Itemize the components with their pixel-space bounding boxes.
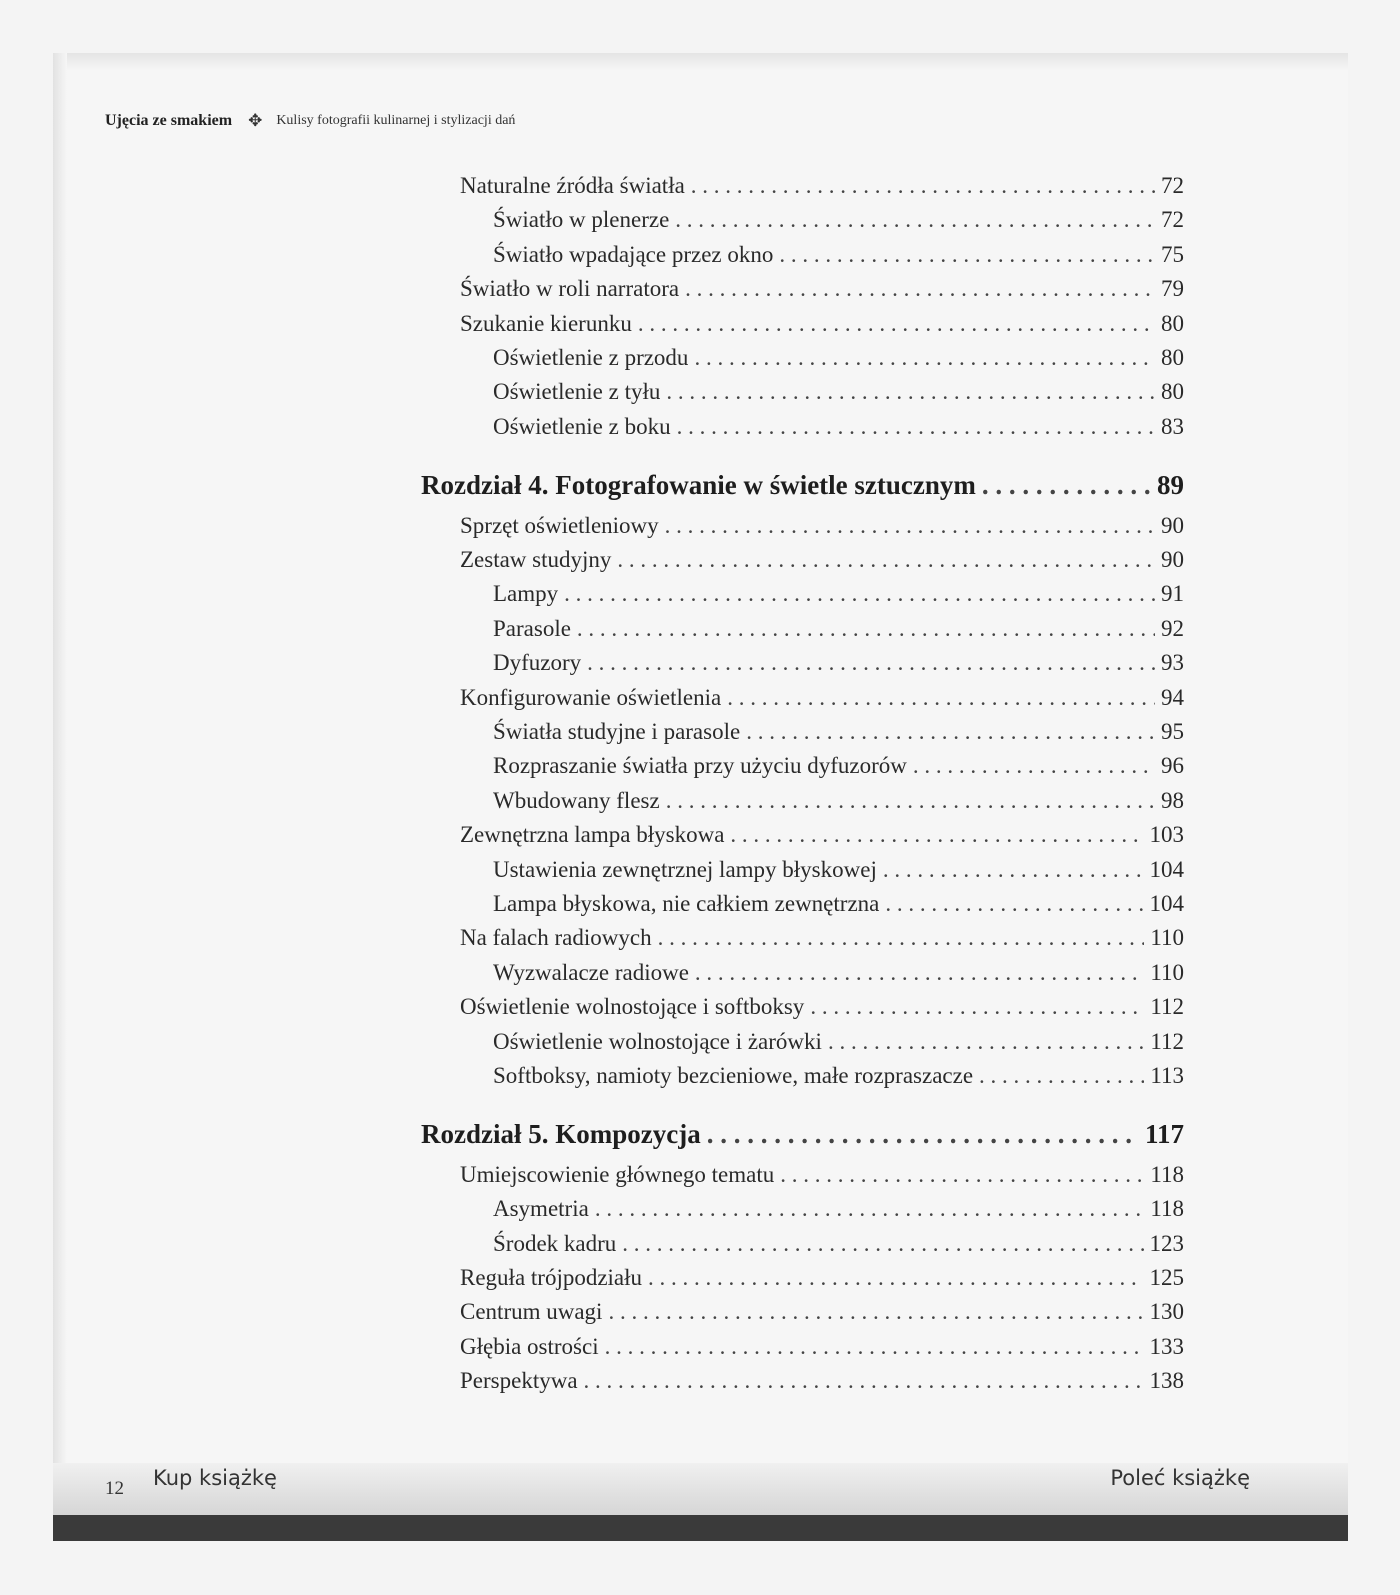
toc-entry-title: Na falach radiowych <box>460 925 652 950</box>
toc-entry-page: 80 <box>1161 345 1184 370</box>
toc-entry-title: Oświetlenie wolnostojące i softboksy <box>460 994 805 1019</box>
toc-entry <box>493 960 1184 986</box>
toc-entry-title: Rozdział 4. Fotografowanie w świetle sztucznym <box>421 470 976 500</box>
dot-leader <box>605 1334 1144 1360</box>
toc-entry-title: Lampy <box>493 581 559 606</box>
toc-chapter-entry <box>421 470 1184 501</box>
dot-leader <box>979 1063 1144 1089</box>
dot-leader <box>617 547 1155 573</box>
dot-leader <box>730 822 1143 848</box>
toc-entry-page: 90 <box>1161 513 1184 538</box>
toc-entry-title: Asymetria <box>493 1196 589 1221</box>
dot-leader <box>587 650 1155 676</box>
toc-entry-page: 91 <box>1161 581 1184 606</box>
toc-entry-title: Wbudowany flesz <box>493 788 660 813</box>
toc-entry-title: Lampa błyskowa, nie całkiem zewnętrzna <box>493 891 880 916</box>
toc-entry-title: Sprzęt oświetleniowy <box>460 513 659 538</box>
toc-entry-page: 112 <box>1150 994 1184 1019</box>
toc-chapter-entry <box>421 1119 1184 1150</box>
toc-entry-title: Parasole <box>493 616 571 641</box>
recommend-book-link[interactable]: Poleć książkę <box>1110 1466 1250 1490</box>
toc-entry-page: 79 <box>1161 276 1184 301</box>
dot-leader <box>694 345 1155 371</box>
toc-entry-title: Oświetlenie wolnostojące i żarówki <box>493 1029 822 1054</box>
dot-leader <box>666 788 1155 814</box>
dot-leader <box>666 379 1155 405</box>
dot-leader <box>746 719 1155 745</box>
dot-leader <box>691 173 1155 199</box>
toc-entry-page: 96 <box>1161 753 1184 778</box>
dot-leader <box>677 414 1155 440</box>
toc-entry-title: Naturalne źródła światła <box>460 173 685 198</box>
toc-entry-page: 133 <box>1149 1334 1184 1359</box>
toc-entry-page: 118 <box>1150 1196 1184 1221</box>
dot-leader <box>685 276 1155 302</box>
toc-entry-title: Centrum uwagi <box>460 1299 603 1324</box>
toc-entry <box>460 311 1184 337</box>
page-number: 12 <box>105 1478 124 1499</box>
toc-entry <box>493 650 1184 676</box>
toc-entry-page: 93 <box>1161 650 1184 675</box>
toc-entry-title: Wyzwalacze radiowe <box>493 960 689 985</box>
toc-entry <box>460 276 1184 302</box>
toc-entry <box>493 1063 1184 1089</box>
dot-leader <box>828 1029 1144 1055</box>
toc-entry-page: 89 <box>1157 470 1184 500</box>
toc-entry-page: 103 <box>1149 822 1184 847</box>
toc-entry-page: 95 <box>1161 719 1184 744</box>
toc-entry <box>493 616 1184 642</box>
dot-leader <box>707 1119 1139 1150</box>
dot-leader <box>564 581 1155 607</box>
toc-entry-title: Oświetlenie z przodu <box>493 345 689 370</box>
toc-entry <box>493 414 1184 440</box>
toc-entry-page: 75 <box>1161 242 1184 267</box>
toc-entry-title: Środek kadru <box>493 1231 617 1256</box>
toc-entry <box>493 1029 1184 1055</box>
book-title: Ujęcia ze smakiem <box>105 112 233 129</box>
toc-entry-title: Światło w plenerze <box>493 207 670 232</box>
toc-entry-title: Światło wpadające przez okno <box>493 242 774 267</box>
toc-entry-page: 113 <box>1150 1063 1184 1088</box>
dot-leader <box>665 513 1155 539</box>
dot-leader <box>608 1299 1143 1325</box>
toc-entry-page: 72 <box>1161 173 1184 198</box>
toc-entry-page: 112 <box>1150 1029 1184 1054</box>
page-top-edge <box>53 53 1348 71</box>
toc-entry-title: Głębia ostrości <box>460 1334 599 1359</box>
toc-entry-page: 130 <box>1149 1299 1184 1324</box>
toc-entry-page: 98 <box>1161 788 1184 813</box>
dot-leader <box>675 207 1155 233</box>
dot-leader <box>779 242 1155 268</box>
toc-entry <box>493 581 1184 607</box>
toc-entry-page: 117 <box>1144 1119 1184 1149</box>
dot-leader <box>810 994 1144 1020</box>
toc-entry-title: Ustawienia zewnętrznej lampy błyskowej <box>493 857 877 882</box>
toc-entry-page: 92 <box>1161 616 1184 641</box>
toc-entry-page: 94 <box>1161 685 1184 710</box>
toc-entry-title: Konfigurowanie oświetlenia <box>460 685 722 710</box>
toc-entry <box>493 788 1184 814</box>
dot-leader <box>577 616 1155 642</box>
toc-entry <box>460 173 1184 199</box>
dot-leader <box>595 1196 1145 1222</box>
dot-leader <box>584 1368 1144 1394</box>
toc-entry-page: 125 <box>1149 1265 1184 1290</box>
toc-entry <box>460 513 1184 539</box>
buy-book-link[interactable]: Kup książkę <box>153 1466 277 1490</box>
toc-entry-page: 90 <box>1161 547 1184 572</box>
toc-entry <box>460 925 1184 951</box>
toc-entry <box>460 1299 1184 1325</box>
toc-entry-page: 104 <box>1149 857 1184 882</box>
toc-entry <box>493 242 1184 268</box>
book-subtitle: Kulisy fotografii kulinarnej i stylizacji dań <box>276 113 516 128</box>
running-head <box>105 111 515 131</box>
toc-entry <box>460 1162 1184 1188</box>
toc-entry-page: 118 <box>1150 1162 1184 1187</box>
toc-entry <box>493 1231 1184 1257</box>
toc-entry <box>493 891 1184 917</box>
dot-leader <box>883 857 1144 883</box>
dot-leader <box>658 925 1145 951</box>
ornament-icon: ✥ <box>248 111 263 130</box>
page-bottom-bar <box>53 1515 1348 1541</box>
toc-entry-page: 80 <box>1161 311 1184 336</box>
dot-leader <box>648 1265 1143 1291</box>
dot-leader <box>622 1231 1143 1257</box>
toc-entry <box>493 345 1184 371</box>
toc-entry-title: Oświetlenie z boku <box>493 414 671 439</box>
dot-leader <box>982 470 1151 501</box>
toc-entry <box>493 857 1184 883</box>
dot-leader <box>885 891 1143 917</box>
dot-leader <box>727 685 1155 711</box>
toc-entry <box>493 1196 1184 1222</box>
toc-entry-title: Światła studyjne i parasole <box>493 719 741 744</box>
toc-entry <box>460 1334 1184 1360</box>
toc-entry <box>493 379 1184 405</box>
toc-entry <box>493 719 1184 745</box>
toc-entry-title: Perspektywa <box>460 1368 578 1393</box>
toc-entry-page: 123 <box>1149 1231 1184 1256</box>
dot-leader <box>780 1162 1144 1188</box>
toc-entry-title: Dyfuzory <box>493 650 582 675</box>
toc-entry-title: Umiejscowienie głównego tematu <box>460 1162 775 1187</box>
toc-entry-title: Zewnętrzna lampa błyskowa <box>460 822 725 847</box>
toc-entry <box>493 207 1184 233</box>
toc-entry-page: 72 <box>1161 207 1184 232</box>
toc-entry-title: Reguła trójpodziału <box>460 1265 643 1290</box>
toc-entry-title: Rozpraszanie światła przy użyciu dyfuzorów <box>493 753 907 778</box>
toc-entry <box>460 1265 1184 1291</box>
toc-entry-title: Softboksy, namioty bezcieniowe, małe rozpraszacze <box>493 1063 974 1088</box>
toc-entry-page: 110 <box>1150 960 1184 985</box>
toc-entry-title: Szukanie kierunku <box>460 311 632 336</box>
toc-entry-title: Światło w roli narratora <box>460 276 680 301</box>
toc-entry-page: 83 <box>1161 414 1184 439</box>
toc-entry-page: 104 <box>1149 891 1184 916</box>
dot-leader <box>638 311 1155 337</box>
toc-entry-title: Zestaw studyjny <box>460 547 612 572</box>
toc-entry <box>460 685 1184 711</box>
toc-entry-title: Rozdział 5. Kompozycja <box>421 1119 701 1149</box>
toc-entry <box>460 1368 1184 1394</box>
toc-entry <box>460 547 1184 573</box>
toc-entry-page: 110 <box>1150 925 1184 950</box>
toc-entry <box>460 822 1184 848</box>
dot-leader <box>913 753 1155 779</box>
dot-leader <box>695 960 1144 986</box>
page-left-edge <box>53 53 67 1541</box>
toc-entry-page: 138 <box>1149 1368 1184 1393</box>
toc-entry <box>493 753 1184 779</box>
toc-entry-page: 80 <box>1161 379 1184 404</box>
toc-entry-title: Oświetlenie z tyłu <box>493 379 661 404</box>
toc-entry <box>460 994 1184 1020</box>
